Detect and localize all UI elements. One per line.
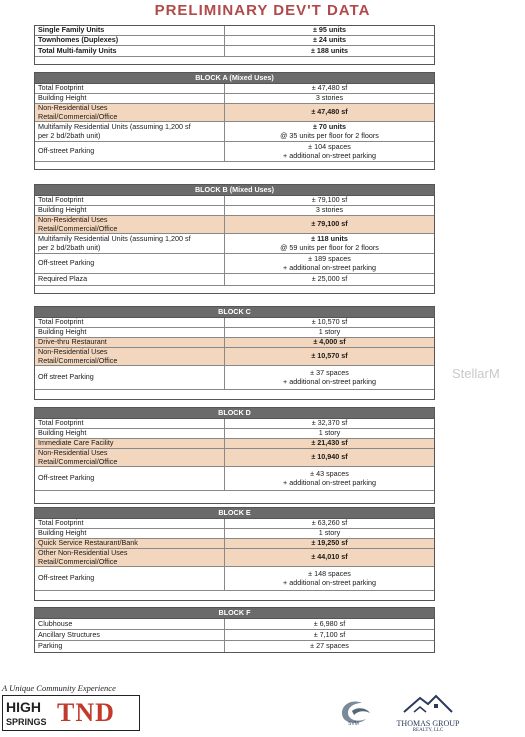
row-value-line: ± 43 spaces xyxy=(310,469,349,479)
block-b-table xyxy=(34,184,435,294)
row-value xyxy=(225,234,434,253)
row-value: ± 95 units xyxy=(312,25,347,35)
table-gap xyxy=(35,591,434,600)
row-value-line: + additional on-street parking xyxy=(283,577,376,587)
row-value xyxy=(225,366,434,389)
row-value: ± 79,100 sf xyxy=(311,195,348,205)
block-c-table xyxy=(34,306,435,400)
row-label-line: Non-Residential Uses xyxy=(38,215,108,225)
row-value-line: @ 35 units per floor for 2 floors xyxy=(280,130,379,140)
row-value-line: ± 118 units xyxy=(311,234,348,244)
row-label-line: Multifamily Residential Units (assuming 1,200 sf xyxy=(38,234,191,244)
block-a-table xyxy=(34,72,435,170)
row-label: Clubhouse xyxy=(35,619,225,629)
row-value: ± 27 spaces xyxy=(310,641,349,651)
row-value: ± 44,010 sf xyxy=(311,552,348,562)
table-row xyxy=(35,348,434,366)
row-label: Immediate Care Facility xyxy=(35,439,225,448)
row-value: ± 24 units xyxy=(312,35,347,45)
row-value xyxy=(225,567,434,590)
svm-swirl-icon xyxy=(338,697,374,727)
table-row xyxy=(35,567,434,591)
table-row xyxy=(35,630,434,641)
row-value-line: ± 148 spaces xyxy=(308,569,351,579)
row-value: ± 79,100 sf xyxy=(311,219,348,229)
table-row xyxy=(35,122,434,142)
row-label: Quick Service Restaurant/Bank xyxy=(35,539,225,548)
row-value-line: + additional on-street parking xyxy=(283,150,376,160)
table-row xyxy=(35,36,434,46)
row-label: Ancillary Structures xyxy=(35,630,225,640)
summary-table xyxy=(34,25,435,65)
table-row xyxy=(35,274,434,286)
row-label: Building Height xyxy=(35,529,225,538)
row-label-line: Retail/Commercial/Office xyxy=(38,355,118,365)
logo-text-springs: SPRINGS xyxy=(6,717,47,727)
table-row xyxy=(35,84,434,94)
thomas-group-logo xyxy=(388,692,468,733)
row-value: ± 10,570 sf xyxy=(311,317,348,327)
table-row xyxy=(35,549,434,567)
row-label xyxy=(35,216,225,233)
table-gap xyxy=(35,162,434,169)
row-label: Single Family Units xyxy=(35,26,225,35)
row-label: Off-street Parking xyxy=(35,467,225,490)
row-value: ± 10,570 sf xyxy=(311,351,348,361)
row-label: Off-street Parking xyxy=(35,254,225,273)
table-row xyxy=(35,467,434,491)
row-label-line: Retail/Commercial/Office xyxy=(38,456,118,466)
row-label: Townhomes (Duplexes) xyxy=(35,36,225,45)
table-row xyxy=(35,318,434,328)
block-heading: BLOCK F xyxy=(35,608,434,619)
row-label-line: Other Non-Residential Uses xyxy=(38,548,128,558)
thomas-group-sub: REALTY, LLC xyxy=(412,728,444,733)
table-row xyxy=(35,142,434,162)
block-heading: BLOCK A (Mixed Uses) xyxy=(35,73,434,84)
high-springs-tnd-logo xyxy=(2,695,140,731)
row-value-line: @ 59 units per floor for 2 floors xyxy=(280,242,379,252)
house-roof-icon xyxy=(398,692,458,716)
svm-logo-text: SVM xyxy=(348,721,359,727)
row-label xyxy=(35,234,225,253)
row-value: ± 32,370 sf xyxy=(311,418,348,428)
logo-text-tnd: TND xyxy=(57,698,115,727)
row-value: ± 6,980 sf xyxy=(313,618,346,628)
row-label-line: Retail/Commercial/Office xyxy=(38,223,118,233)
row-label xyxy=(35,549,225,566)
row-label xyxy=(35,122,225,141)
row-label: Building Height xyxy=(35,429,225,438)
block-d-table xyxy=(34,407,435,504)
row-label-line: Non-Residential Uses xyxy=(38,448,108,458)
row-label-line: Multifamily Residential Units (assuming 1,200 sf xyxy=(38,122,191,132)
table-row xyxy=(35,216,434,234)
row-value-line: ± 70 units xyxy=(312,122,347,132)
row-value-line: ± 189 spaces xyxy=(308,254,351,264)
row-value: ± 63,260 sf xyxy=(311,518,348,528)
row-label-line: per 2 bd/2bath unit) xyxy=(38,130,101,140)
row-value: 1 story xyxy=(318,428,341,438)
block-heading: BLOCK B (Mixed Uses) xyxy=(35,185,434,196)
table-gap xyxy=(35,57,434,64)
row-label: Parking xyxy=(35,641,225,652)
table-gap xyxy=(35,390,434,399)
table-gap xyxy=(35,286,434,293)
row-label-line: Retail/Commercial/Office xyxy=(38,111,118,121)
table-row xyxy=(35,46,434,57)
row-label: Total Footprint xyxy=(35,196,225,205)
row-value: ± 7,100 sf xyxy=(313,629,346,639)
row-label xyxy=(35,348,225,365)
table-row xyxy=(35,196,434,206)
row-value xyxy=(225,142,434,161)
table-row xyxy=(35,519,434,529)
table-row xyxy=(35,641,434,652)
row-label-line: Non-Residential Uses xyxy=(38,103,108,113)
row-value: ± 25,000 sf xyxy=(311,274,348,284)
row-value: 1 story xyxy=(318,528,341,538)
row-value: ± 188 units xyxy=(310,45,349,55)
table-row xyxy=(35,619,434,630)
watermark: StellarM xyxy=(452,366,500,381)
block-heading: BLOCK C xyxy=(35,307,434,318)
row-value: ± 47,480 sf xyxy=(311,83,348,93)
row-label: Drive-thru Restaurant xyxy=(35,338,225,347)
thomas-group-name: THOMAS GROUP xyxy=(396,719,460,728)
row-value-line: + additional on-street parking xyxy=(283,477,376,487)
row-label: Off-street Parking xyxy=(35,567,225,590)
table-row xyxy=(35,419,434,429)
row-value: 3 stories xyxy=(315,93,344,103)
logo-text-high: HIGH xyxy=(6,699,41,715)
row-value xyxy=(225,467,434,490)
row-value-line: ± 104 spaces xyxy=(308,142,351,152)
block-e-table xyxy=(34,507,435,601)
row-value-line: + additional on-street parking xyxy=(283,262,376,272)
row-value-line: + additional on-street parking xyxy=(283,376,376,386)
table-row xyxy=(35,449,434,467)
row-value: ± 10,940 sf xyxy=(311,452,348,462)
row-value: 3 stories xyxy=(315,205,344,215)
block-heading: BLOCK D xyxy=(35,408,434,419)
row-label: Required Plaza xyxy=(35,274,225,285)
table-row xyxy=(35,254,434,274)
row-label-line: Non-Residential Uses xyxy=(38,347,108,357)
table-row xyxy=(35,234,434,254)
row-value: 1 story xyxy=(318,327,341,337)
row-label: Total Footprint xyxy=(35,519,225,528)
block-heading: BLOCK E xyxy=(35,508,434,519)
row-label: Building Height xyxy=(35,206,225,215)
logo-tagline: A Unique Community Experience xyxy=(2,683,116,693)
row-label: Building Height xyxy=(35,94,225,103)
row-label xyxy=(35,104,225,121)
row-value xyxy=(225,122,434,141)
row-label: Total Footprint xyxy=(35,84,225,93)
row-label: Off street Parking xyxy=(35,366,225,389)
block-f-table xyxy=(34,607,435,653)
row-label: Total Footprint xyxy=(35,419,225,428)
table-row xyxy=(35,366,434,390)
row-label: Off-street Parking xyxy=(35,142,225,161)
svm-logo xyxy=(338,697,374,732)
page-title: PRELIMINARY DEV'T DATA xyxy=(154,2,371,19)
row-label xyxy=(35,449,225,466)
row-value: ± 4,000 sf xyxy=(313,337,346,347)
row-value xyxy=(225,254,434,273)
row-label-line: Retail/Commercial/Office xyxy=(38,556,118,566)
row-value: ± 21,430 sf xyxy=(311,438,348,448)
row-value: ± 47,480 sf xyxy=(311,107,348,117)
row-label: Building Height xyxy=(35,328,225,337)
table-row xyxy=(35,104,434,122)
row-label-line: per 2 bd/2bath unit) xyxy=(38,242,101,252)
row-label: Total Footprint xyxy=(35,318,225,327)
table-gap xyxy=(35,491,434,503)
row-value: ± 19,250 sf xyxy=(311,538,348,548)
row-label: Total Multi-family Units xyxy=(35,46,225,56)
row-value-line: ± 37 spaces xyxy=(310,368,349,378)
